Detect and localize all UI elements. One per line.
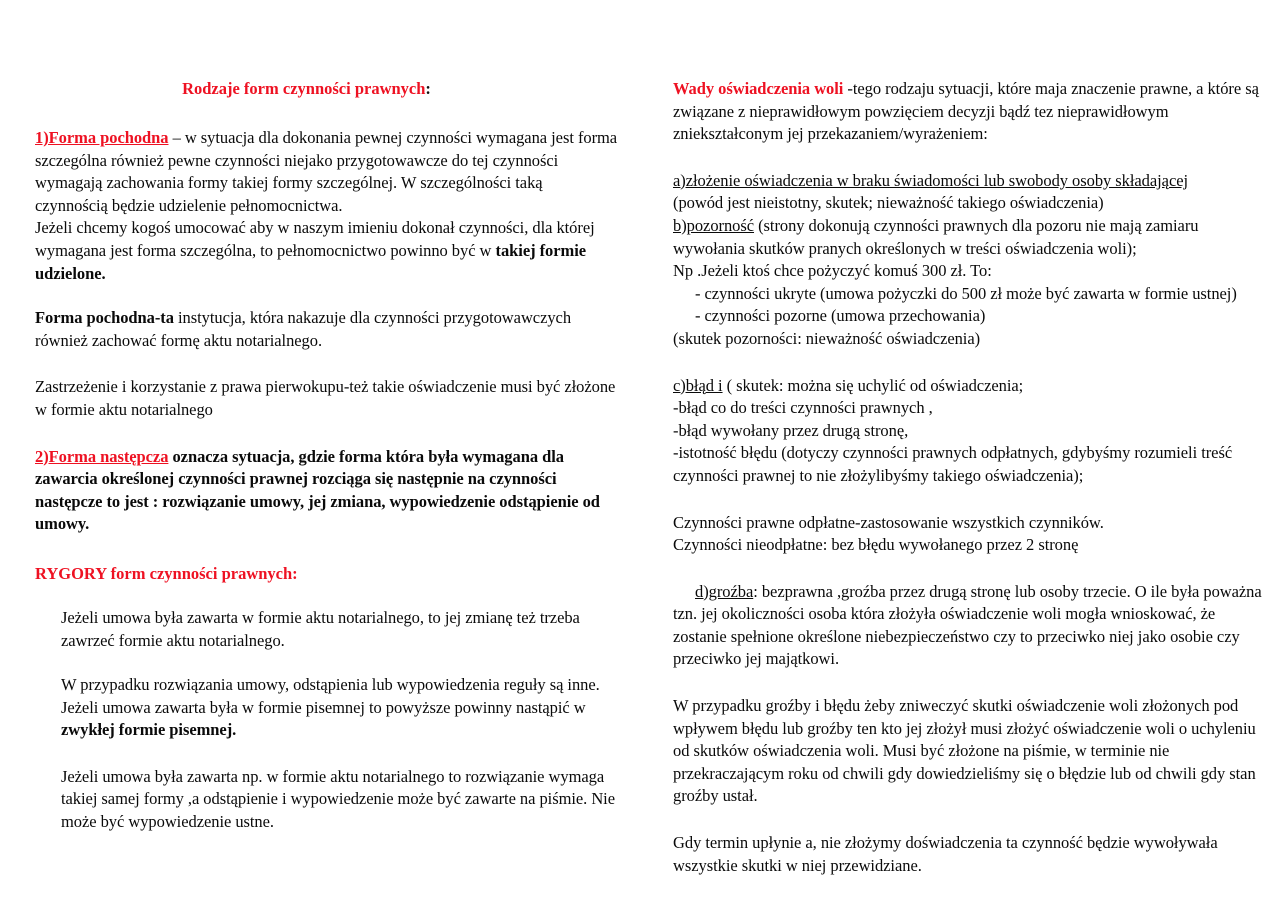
spacer bbox=[35, 422, 618, 446]
left-column bbox=[0, 78, 640, 834]
item-c-body: ( skutek: można się uchylić od oświadczenia; bbox=[722, 375, 1024, 395]
spacer bbox=[673, 557, 1262, 581]
item-c-underlined: c)błąd i bbox=[673, 375, 723, 395]
paragraph-rygory-2: W przypadku rozwiązania umowy, odstąpienia lub wypowiedzenia reguły są inne. bbox=[61, 675, 600, 695]
item-b-effect: (skutek pozorności: nieważność oświadczenia) bbox=[673, 328, 981, 348]
forma-pochodna-line1: – w sytuacja dla dokonania pewnej czynności wymagana jest bbox=[168, 128, 574, 147]
right-column-heading bbox=[673, 78, 1262, 146]
spacer bbox=[673, 808, 1262, 832]
item-b-example-intro: Np .Jeżeli ktoś chce pożyczyć komuś 300 zł. To: bbox=[673, 261, 992, 281]
item-c bbox=[673, 375, 1262, 488]
left-column-heading bbox=[35, 78, 618, 100]
item-b-bullet-2-text: - czynności pozorne (umowa przechowania) bbox=[695, 306, 986, 326]
item-b-body: (strony dokonują czynności prawnych dla pozoru nie mają zamiaru wywołania skutków pranych określonych w treści oświadczenia woli); bbox=[673, 215, 1199, 258]
paragraph-forma-nastepcza bbox=[35, 446, 618, 536]
item-d-body: : bezprawna ,groźba przez drugą stronę lub osoby trzecie. O ile była poważna tzn. jej okoliczności osoba która złożyła oświadczenie woli mogła wnioskować, że zostanie spełnione określone niebezpieczeństwo czy to przeciwko niej jako osobie czy przeciwko jej majątkowi. bbox=[673, 581, 1262, 669]
forma-nastepcza-body: oznacza sytuacja, gdzie forma która była wymagana dla zawarcia określonej czynności prawnej rozciąga się następnie na czynności następcze to jest : rozwiązanie umowy, jej zmiana, wypowiedzenie odstąpienie od umowy. bbox=[35, 446, 600, 534]
paragraph-rygory-1: Jeżeli umowa była zawarta w formie aktu notarialnego, to jej zmianę też trzeba zawrzeć formie aktu notarialnego. bbox=[61, 607, 580, 650]
rygory-3-bold-tail: zwykłej formie pisemnej. bbox=[61, 720, 237, 740]
right-heading-red-text: Wady oświadczenia woli bbox=[673, 79, 848, 98]
spacer bbox=[673, 488, 1262, 512]
item-d bbox=[673, 581, 1262, 671]
item-d-underlined: d)groźba bbox=[695, 581, 754, 601]
paragraph-grozba-blad: W przypadku groźby i błędu żeby zniweczyć skutki oświadczenie woli złożonych pod wpływem błędu lub groźby ten kto jej złożył musi złożyć oświadczenie woli o uchyleniu od skutków oświadczenia woli. Musi być złożone na piśmie, w terminie nie przekraczającym roku od chwili gdy dowiedzieliśmy się o błędzie lub od chwili gdy stan groźby ustał. bbox=[673, 696, 1256, 806]
spacer bbox=[35, 285, 618, 307]
right-heading-tail-text: -tego rodzaju sytuacji, które maja znaczenie prawne, a które są związane z nieprawidłowym powzięciem decyzji bądź tez nieprawidłowym zniekształconym jej przekazaniem/wyrażeniem: bbox=[673, 79, 1259, 144]
spacer bbox=[35, 536, 618, 563]
paragraph-termin: Gdy termin upłynie a, nie złożymy doświadczenia ta czynność będzie wywoływała wszystkie skutki w niej przewidziane. bbox=[673, 833, 1218, 875]
paragraph-zastrzezenie: Zastrzeżenie i korzystanie z prawa pierwokupu-też takie oświadczenie musi być złożone w formie aktu notarialnego bbox=[35, 377, 616, 419]
forma-pochodna-ta-lead: Forma pochodna-ta bbox=[35, 308, 174, 328]
item-c-dash-2: -błąd wywołany przez drugą stronę, bbox=[673, 420, 909, 440]
item-a bbox=[673, 170, 1262, 215]
item-a-note: (powód jest nieistotny, skutek; nieważność takiego oświadczenia) bbox=[673, 193, 1104, 213]
forma-pochodna-bold-tail: takiej formie udzielone. bbox=[35, 240, 587, 283]
right-column bbox=[640, 78, 1280, 877]
heading-rygory: RYGORY form czynności prawnych: bbox=[35, 563, 298, 583]
spacer bbox=[35, 352, 618, 376]
marker-forma-nastepcza: 2)Forma następcza bbox=[35, 446, 169, 466]
forma-pochodna-body: forma szczególna również pewne czynności niejako przygotowawcze do tej czynności wymagają zachowania formy takiej formy szczególnej. W szczególności taką czynnością będzie udzielenie pełnomocnictwa. bbox=[35, 128, 618, 215]
spacer bbox=[673, 146, 1262, 170]
forma-pochodna-body2: Jeżeli chcemy kogoś umocować aby w naszym imieniu dokonał czynności, dla której wymagana jest forma szczególna, to pełnomocnictwo powinno być w bbox=[35, 218, 595, 260]
left-heading-red-text: Rodzaje form czynności prawnych bbox=[182, 79, 426, 98]
item-b-underlined: b)pozorność bbox=[673, 215, 755, 235]
paragraph-forma-pochodna-ta bbox=[35, 307, 618, 352]
paragraph-rygory-3 bbox=[35, 697, 618, 742]
left-heading-tail-text: : bbox=[425, 79, 431, 98]
item-b-bullet-2 bbox=[673, 305, 1262, 328]
spacer bbox=[35, 742, 618, 766]
item-b-bullet-1-text: - czynności ukryte (umowa pożyczki do 500 zł może być zawarta w formie ustnej) bbox=[695, 283, 1237, 303]
item-b-bullet-1 bbox=[673, 283, 1262, 306]
paragraph-rygory-4: Jeżeli umowa była zawarta np. w formie aktu notarialnego to rozwiązanie wymaga takiej samej formy ,a odstąpienie i wypowiedzenie może być zawarte na piśmie. Nie może być wypowiedzenie ustne. bbox=[61, 766, 615, 832]
marker-forma-pochodna: 1)Forma pochodna bbox=[35, 128, 169, 147]
spacer bbox=[35, 585, 618, 607]
item-c-dash-1: -błąd co do treści czynności prawnych , bbox=[673, 398, 933, 418]
item-b bbox=[673, 215, 1262, 260]
forma-pochodna-ta-rest: instytucja, która nakazuje dla czynności przygotowawczych również zachować formę aktu notarialnego. bbox=[35, 308, 572, 350]
spacer bbox=[673, 671, 1262, 695]
item-c-dash-3: -istotność błędu (dotyczy czynności prawnych odpłatnych, gdybyśmy rozumieli treść czynności prawnej to nie złożylibyśmy takiego oświadczenia); bbox=[673, 443, 1233, 485]
spacer bbox=[35, 100, 618, 127]
rygory-3-lead: Jeżeli umowa zawarta była w formie pisemnej to powyższe powinny nastąpić w bbox=[61, 697, 586, 717]
paragraph-forma-pochodna bbox=[35, 127, 618, 285]
paragraph-odplatne-1: Czynności prawne odpłatne-zastosowanie wszystkich czynników. bbox=[673, 512, 1104, 532]
spacer bbox=[673, 351, 1262, 375]
paragraph-odplatne-2: Czynności nieodpłatne: bez błędu wywołanego przez 2 stronę bbox=[673, 535, 1079, 555]
item-a-underlined: a)złożenie oświadczenia w braku świadomości lub swobody osoby składającej bbox=[673, 170, 1189, 190]
spacer bbox=[35, 652, 618, 674]
